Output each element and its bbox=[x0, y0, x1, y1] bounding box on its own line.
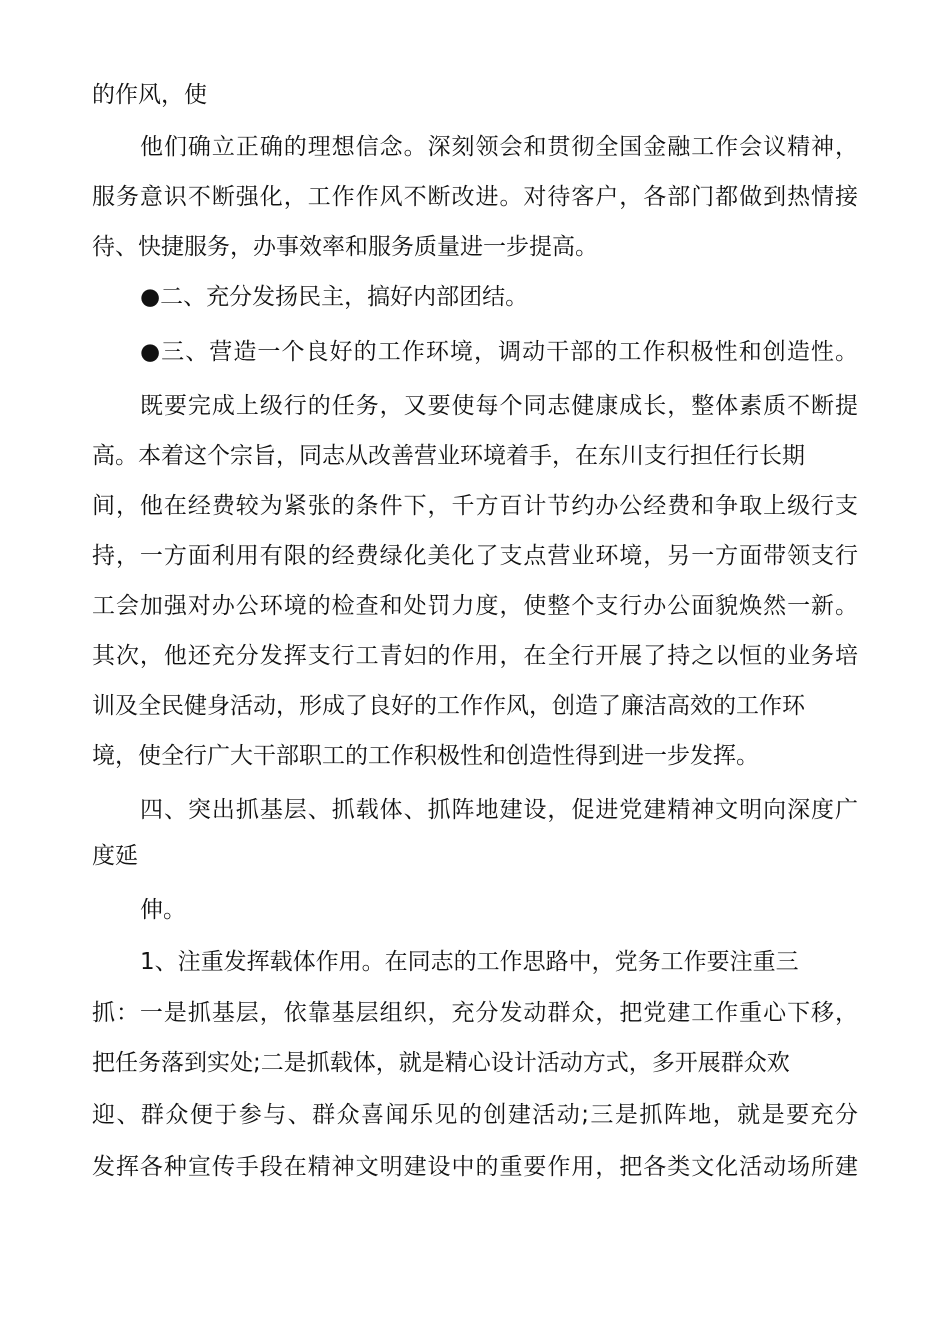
text-line: 高。本着这个宗旨，同志从改善营业环境着手，在东川支行担任行长期 bbox=[92, 443, 805, 469]
text-line: 抓：一是抓基层，依靠基层组织，充分发动群众，把党建工作重心下移， bbox=[92, 1000, 858, 1026]
text-line: 其次，他还充分发挥支行工青妇的作用，在全行开展了持之以恒的业务培 bbox=[92, 643, 858, 669]
text-line: 服务意识不断强化，工作作风不断改进。对待客户，各部门都做到热情接 bbox=[92, 184, 858, 210]
text-line: 他们确立正确的理想信念。深刻领会和贯彻全国金融工作会议精神， bbox=[140, 134, 858, 160]
text-line: 迎、群众便于参与、群众喜闻乐见的创建活动;三是抓阵地，就是要充分 bbox=[92, 1102, 858, 1128]
section-heading: 四、突出抓基层、抓载体、抓阵地建设，促进党建精神文明向深度广 bbox=[140, 797, 858, 823]
text-line: 既要完成上级行的任务，又要使每个同志健康成长，整体素质不断提 bbox=[140, 393, 858, 419]
text-line: 把任务落到实处;二是抓载体，就是精心设计活动方式，多开展群众欢 bbox=[92, 1050, 790, 1076]
text-line: 境，使全行广大干部职工的工作积极性和创造性得到进一步发挥。 bbox=[92, 743, 759, 769]
section-heading-continued: 伸。 bbox=[140, 897, 186, 923]
bullet-item: ●二、充分发扬民主，搞好内部团结。 bbox=[140, 284, 529, 310]
text-line: 待、快捷服务，办事效率和服务质量进一步提高。 bbox=[92, 234, 598, 260]
text-line: 持，一方面利用有限的经费绿化美化了支点营业环境，另一方面带领支行 bbox=[92, 543, 858, 569]
text-line: 1、注重发挥载体作用。在同志的工作思路中，党务工作要注重三 bbox=[140, 949, 799, 975]
text-line: 的作风，使 bbox=[92, 82, 207, 108]
text-line: 训及全民健身活动，形成了良好的工作作风，创造了廉洁高效的工作环 bbox=[92, 693, 805, 719]
text-line: 工会加强对办公环境的检查和处罚力度，使整个支行办公面貌焕然一新。 bbox=[92, 593, 858, 619]
text-line: 间，他在经费较为紧张的条件下，千方百计节约办公经费和争取上级行支 bbox=[92, 493, 858, 519]
text-line: 发挥各种宣传手段在精神文明建设中的重要作用，把各类文化活动场所建 bbox=[92, 1154, 858, 1180]
bullet-item: ●三、营造一个良好的工作环境，调动干部的工作积极性和创造性。 bbox=[140, 339, 858, 365]
section-heading-continued: 度延 bbox=[92, 843, 138, 869]
